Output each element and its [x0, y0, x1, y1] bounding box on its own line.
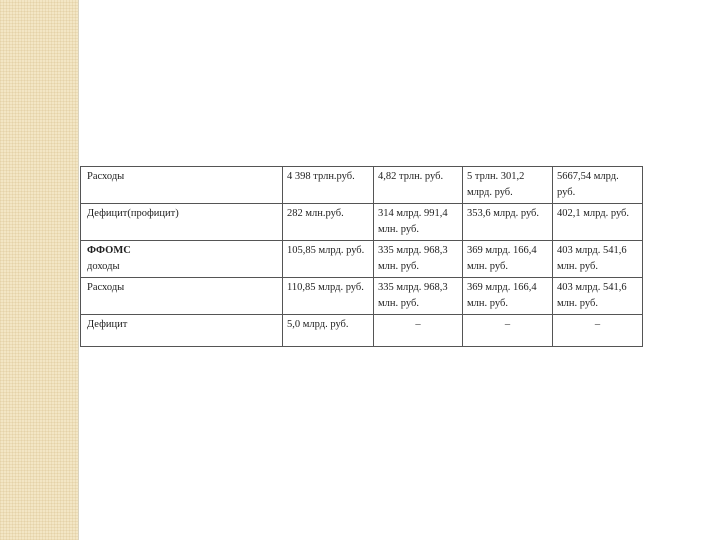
decorative-side-strip: [0, 0, 78, 540]
section-title: ФФОМС: [87, 245, 131, 256]
table-cell: 369 млрд. 166,4 млн. руб.: [463, 241, 553, 278]
table-cell: 335 млрд. 968,3 млн. руб.: [374, 278, 463, 315]
table-cell: 335 млрд. 968,3 млн. руб.: [374, 241, 463, 278]
table-cell: 403 млрд. 541,6 млн. руб.: [553, 241, 643, 278]
table-cell: 105,85 млрд. руб.: [283, 241, 374, 278]
table-row: [81, 241, 643, 278]
table-row: [81, 167, 643, 204]
row-label: [81, 241, 283, 278]
table-cell: –: [463, 315, 553, 347]
side-divider: [78, 0, 79, 540]
table-cell: 314 млрд. 991,4 млн. руб.: [374, 204, 463, 241]
table-cell: 5667,54 млрд. руб.: [553, 167, 643, 204]
table-cell: –: [374, 315, 463, 347]
table-cell: 110,85 млрд. руб.: [283, 278, 374, 315]
table-row: [81, 315, 643, 347]
table-cell: 5 трлн. 301,2 млрд. руб.: [463, 167, 553, 204]
row-label: Дефицит(профицит): [81, 204, 283, 241]
row-label: Расходы: [81, 278, 283, 315]
table-cell: 4,82 трлн. руб.: [374, 167, 463, 204]
table-cell: 403 млрд. 541,6 млн. руб.: [553, 278, 643, 315]
table-cell: 282 млн.руб.: [283, 204, 374, 241]
table-cell: 4 398 трлн.руб.: [283, 167, 374, 204]
table-row: [81, 278, 643, 315]
table-cell: 402,1 млрд. руб.: [553, 204, 643, 241]
row-label: Дефицит: [81, 315, 283, 347]
table-cell: 353,6 млрд. руб.: [463, 204, 553, 241]
table-cell: 5,0 млрд. руб.: [283, 315, 374, 347]
table-row: [81, 204, 643, 241]
budget-table: [80, 166, 643, 347]
table-cell: –: [553, 315, 643, 347]
row-label: Расходы: [81, 167, 283, 204]
section-subtitle: доходы: [87, 261, 120, 272]
table-cell: 369 млрд. 166,4 млн. руб.: [463, 278, 553, 315]
